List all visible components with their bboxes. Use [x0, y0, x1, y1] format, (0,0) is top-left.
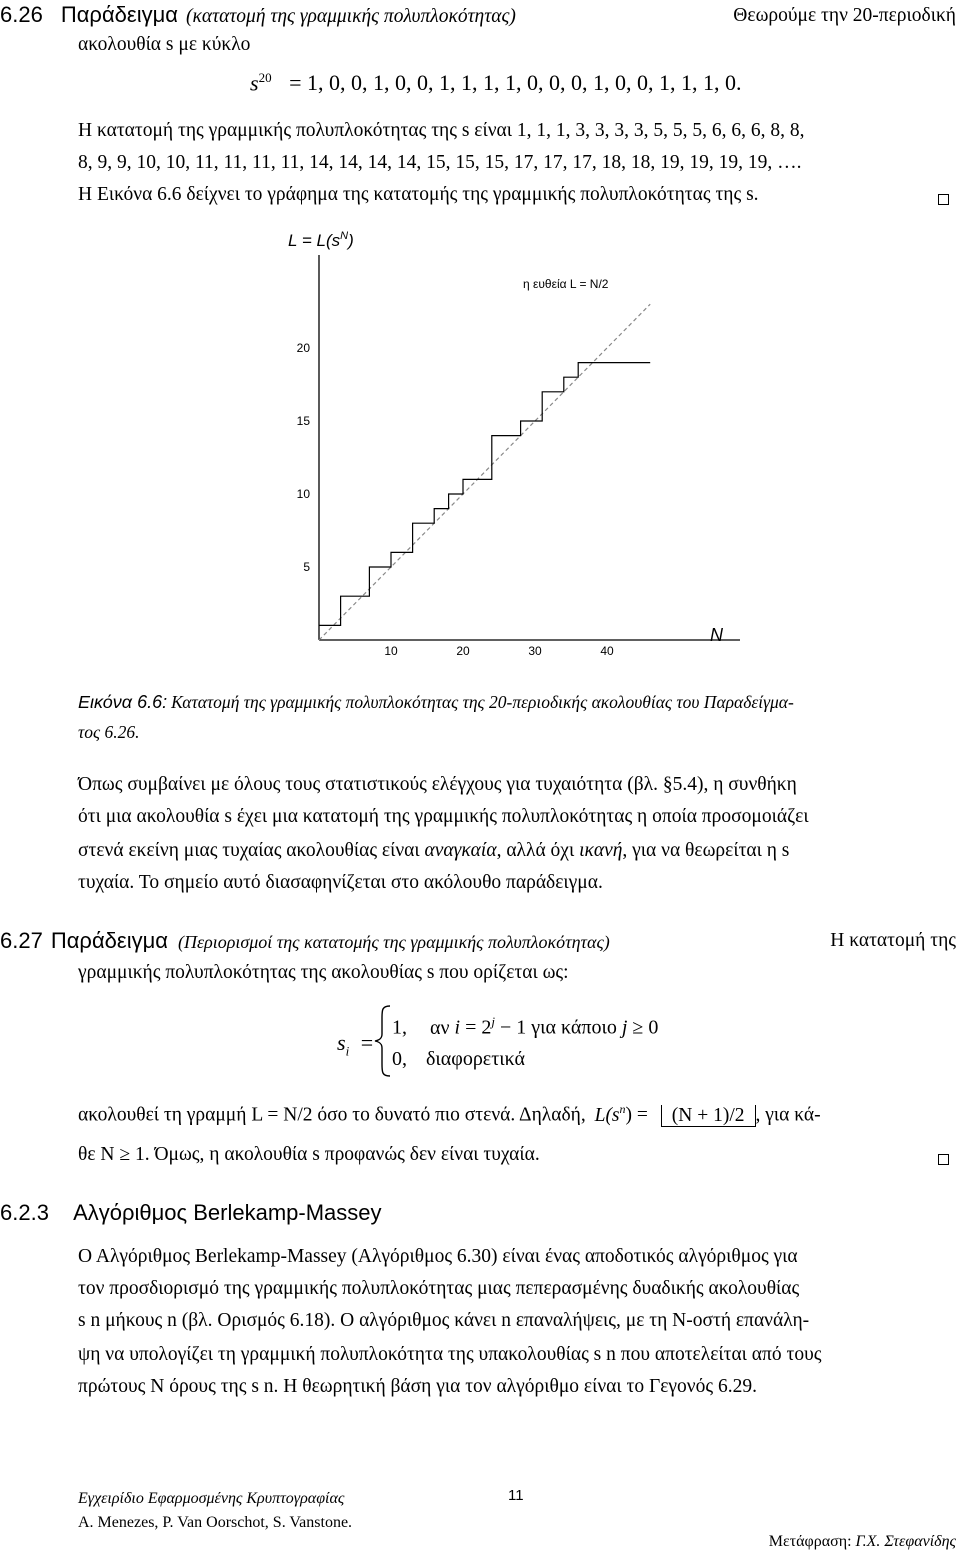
end-of-example-627-box — [938, 1152, 949, 1170]
equation-lhs: $s_i$ = — [337, 1030, 374, 1059]
random-para-line3-e: , για να θεωρείται η s — [622, 840, 790, 861]
example-number: 6.26 — [0, 2, 43, 27]
case1-i: i — [454, 1016, 461, 1039]
follow-line1-f: , για κά- — [755, 1104, 821, 1126]
caption-text-line2: τος 6.26. — [78, 722, 140, 742]
y-tick-label: 20 — [296, 341, 310, 355]
bm-para-line4: ψη να υπολογίζει τη γραμμική πολυπλοκότητα της υπακολουθίας s n που αποτελείται από τους — [78, 1344, 822, 1365]
equation-s: s — [337, 1030, 346, 1055]
complexity-profile-steps — [319, 363, 650, 626]
example-subtitle: (κατατομή της γραμμικής πολυπλοκότητας) — [186, 6, 516, 27]
x-tick-label: 10 — [384, 644, 398, 658]
equation-case2 — [392, 1048, 525, 1071]
follow-line1-eq: ) = — [625, 1104, 648, 1126]
x-tick-label: 30 — [528, 644, 542, 658]
bm-para-line5: πρώτους N όρους της s n. Η θεωρητική βάση για τον αλγόριθμο είναι το Γεγονός 6.29. — [78, 1376, 757, 1397]
section-title: Αλγόριθμος Berlekamp-Massey — [73, 1200, 382, 1225]
y-axis-title: $L = L(s^N)$ — [288, 230, 354, 250]
y-tick-label: 5 — [303, 560, 310, 574]
random-para-necessary: αναγκαία — [424, 840, 497, 861]
case1-rest: − 1 για κάποιο — [500, 1016, 617, 1039]
case2-otherwise: διαφορετικά — [426, 1048, 526, 1070]
sequence-superscript: 20 — [258, 70, 272, 85]
case1-geq: ≥ 0 — [632, 1016, 659, 1039]
bm-para-line2: τον προσδιορισμό της γραμμικής πολυπλοκότητας μιας πεπερασμένης δυαδικής ακολουθίας — [78, 1278, 800, 1299]
profile-text-line3: Η Εικόνα 6.6 δείχνει το γράφημα της κατατομής της γραμμικής πολυπλοκότητας της s. — [78, 184, 759, 205]
footer-translator: Γ.Χ. Στεφανίδης — [855, 1533, 956, 1550]
profile-text-line1: Η κατατομή της γραμμικής πολυπλοκότητας της s είναι 1, 1, 1, 3, 3, 3, 3, 5, 5, 5, 6, 6, 6, 8, 8, — [78, 120, 805, 141]
sequence-formula — [250, 70, 741, 96]
end-of-example-box — [938, 192, 949, 210]
section-heading — [0, 1200, 382, 1226]
random-para-line4: τυχαία. Το σημείο αυτό διασαφηνίζεται στο ακόλουθο παράδειγμα. — [78, 872, 603, 893]
linear-complexity-chart — [270, 225, 750, 665]
example-627-line2: γραμμικής πολυπλοκότητας της ακολουθίας s που ορίζεται ως: — [78, 962, 569, 983]
bm-para-line3: s n μήκους n (βλ. Ορισμός 6.18). Ο αλγόριθμος κάνει n επαναλήψεις, με τη N-οστή επανάλη- — [78, 1310, 810, 1331]
x-tick-label: 40 — [600, 644, 614, 658]
follow-line1-a: ακολουθεί τη γραμμή L = N/2 όσο το δυνατό πιο στενά. Δηλαδή, — [78, 1104, 586, 1126]
y-tick-label: 15 — [296, 414, 310, 428]
example-627-line1-rest: Η κατατομή της — [830, 930, 956, 951]
follow-line1-l: L(s — [594, 1104, 620, 1126]
random-para-line3-c: , αλλά όχι — [496, 840, 575, 861]
case1-j-exp: j — [491, 1014, 495, 1029]
x-tick-label: 20 — [456, 644, 470, 658]
y-tick-label: 10 — [296, 487, 310, 501]
equation-sub-i: i — [345, 1043, 350, 1059]
example-627-title: Παράδειγμα — [50, 928, 169, 953]
example-line1-rest: Θεωρούμε την 20-περιοδική — [733, 5, 956, 26]
x-axis-title: N — [710, 625, 723, 645]
random-para-line1: Όπως συμβαίνει με όλους τους στατιστικούς ελέγχους για τυχαιότητα (βλ. §5.4), η συνθήκη — [78, 774, 797, 795]
example-627-subtitle: (Περιορισμοί της κατατομής της γραμμικής πολυπλοκότητας) — [178, 932, 610, 952]
footer-translation-label: Μετάφραση: — [768, 1533, 852, 1550]
equation-case1 — [392, 1014, 658, 1040]
example-627-number: 6.27 — [0, 928, 43, 953]
reference-line-n-over-2 — [319, 304, 650, 640]
follow-line2: θε N ≥ 1. Όμως, η ακολουθία s προφανώς δεν είναι τυχαία. — [78, 1144, 540, 1165]
footer-translation — [769, 1533, 956, 1551]
case1-value: 1, — [392, 1016, 407, 1039]
profile-text-line2: 8, 9, 9, 10, 10, 11, 11, 11, 11, 14, 14, 14, 14, 15, 15, 15, 17, 17, 17, 18, 18, 19, 19, 19, 19, …. — [78, 152, 802, 173]
figure-caption — [78, 692, 958, 713]
example-line2: ακολουθία s με κύκλο — [78, 34, 251, 55]
sequence-symbol: s — [250, 70, 259, 96]
equation-brace — [372, 1004, 394, 1078]
random-para-line2: ότι μια ακολουθία s έχει μια κατατομή της γραμμικής πολυπλοκότητας η οποία προσομοιάζει — [78, 806, 809, 827]
case1-j: j — [621, 1016, 628, 1039]
case2-value: 0, — [392, 1048, 407, 1070]
sequence-values: = 1, 0, 0, 1, 0, 0, 1, 1, 1, 1, 0, 0, 0, 1, 0, 0, 1, 1, 1, 0. — [289, 70, 742, 96]
caption-text-line1: Κατατομή της γραμμικής πολυπλοκότητας της 20-περιοδικής ακολουθίας του Παραδείγμα- — [171, 692, 794, 712]
footer-authors: A. Menezes, P. Van Oorschot, S. Vanstone. — [78, 1514, 353, 1531]
random-para-sufficient: ικανή — [579, 840, 623, 861]
random-para-line3-a: στενά εκείνη μιας τυχαίας ακολουθίας είναι — [78, 840, 420, 861]
footer-book-title: Εγχειρίδιο Εφαρμοσμένης Κρυπτογραφίας — [78, 1490, 345, 1507]
caption-label: Εικόνα 6.6: — [78, 692, 168, 712]
random-para-line3 — [78, 840, 789, 862]
section-number: 6.2.3 — [0, 1200, 49, 1225]
bm-para-line1: Ο Αλγόριθμος Berlekamp-Massey (Αλγόριθμος 6.30) είναι ένας αποδοτικός αλγόριθμος για — [78, 1246, 798, 1267]
follow-line1-n: n — [619, 1102, 626, 1116]
case1-if: αν — [430, 1016, 450, 1039]
follow-line1-floor: (N + 1)/2 — [661, 1105, 756, 1127]
line-annotation: η ευθεία L = N/2 — [523, 277, 609, 291]
case1-eq: = 2 — [465, 1016, 492, 1039]
footer-page-number: 11 — [508, 1487, 524, 1504]
example-6-27-line1 — [0, 928, 956, 954]
follow-line1 — [78, 1102, 956, 1127]
example-6-26-line1 — [0, 2, 956, 28]
example-title: Παράδειγμα — [60, 2, 179, 27]
